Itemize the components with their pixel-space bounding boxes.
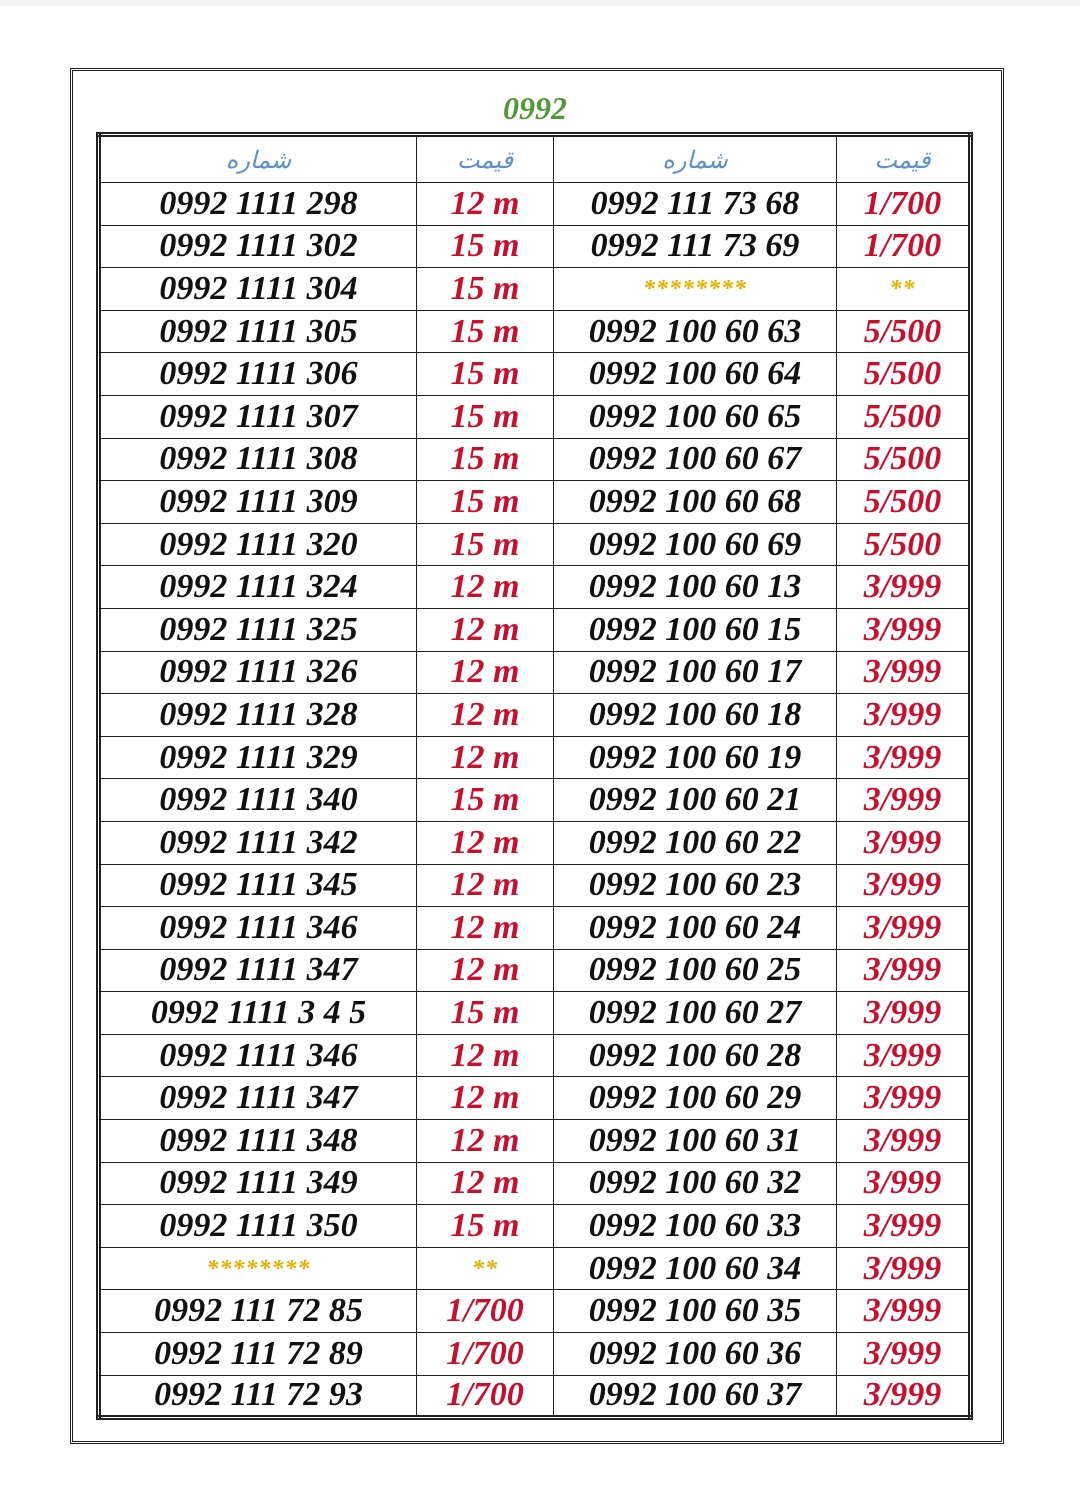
- right-price-cell: 3/999: [837, 694, 971, 737]
- left-price-cell: 15 m: [417, 225, 554, 268]
- left-price-cell: 15 m: [417, 779, 554, 822]
- table-row: [99, 268, 971, 311]
- left-number-cell: 0992 1111 348: [99, 1120, 417, 1163]
- left-price-cell: **: [417, 1247, 554, 1290]
- left-number-cell: 0992 1111 340: [99, 779, 417, 822]
- right-number-cell: 0992 100 60 37: [554, 1375, 837, 1418]
- left-price-cell: 12 m: [417, 566, 554, 609]
- right-number-cell: 0992 100 60 35: [554, 1290, 837, 1333]
- left-price-cell: 12 m: [417, 608, 554, 651]
- left-number-cell: 0992 1111 347: [99, 949, 417, 992]
- right-number-cell: 0992 100 60 63: [554, 310, 837, 353]
- right-number-cell: 0992 111 73 69: [554, 225, 837, 268]
- table-row: [99, 1162, 971, 1205]
- right-number-cell: 0992 111 73 68: [554, 183, 837, 226]
- left-price-cell: 15 m: [417, 268, 554, 311]
- right-price-cell: 3/999: [837, 992, 971, 1035]
- left-number-cell: 0992 1111 305: [99, 310, 417, 353]
- right-number-cell: 0992 100 60 65: [554, 395, 837, 438]
- table-row: [99, 608, 971, 651]
- right-price-cell: 3/999: [837, 1120, 971, 1163]
- left-price-cell: 12 m: [417, 1034, 554, 1077]
- right-number-cell: 0992 100 60 67: [554, 438, 837, 481]
- table-header-row: [99, 135, 971, 183]
- left-price-cell: 15 m: [417, 438, 554, 481]
- right-number-cell: 0992 100 60 32: [554, 1162, 837, 1205]
- right-price-cell: 3/999: [837, 1077, 971, 1120]
- right-price-cell: 3/999: [837, 1034, 971, 1077]
- table-row: [99, 183, 971, 226]
- table-row: [99, 694, 971, 737]
- left-number-cell: 0992 1111 304: [99, 268, 417, 311]
- left-number-cell: ********: [99, 1247, 417, 1290]
- left-number-cell: 0992 1111 325: [99, 608, 417, 651]
- table-row: [99, 907, 971, 950]
- left-price-cell: 12 m: [417, 907, 554, 950]
- left-price-cell: 15 m: [417, 353, 554, 396]
- left-number-cell: 0992 1111 306: [99, 353, 417, 396]
- left-number-cell: 0992 111 72 89: [99, 1333, 417, 1376]
- right-price-cell: 3/999: [837, 949, 971, 992]
- table-row: [99, 310, 971, 353]
- left-price-cell: 15 m: [417, 310, 554, 353]
- price-table: [96, 132, 973, 1420]
- left-number-cell: 0992 1111 309: [99, 481, 417, 524]
- left-price-cell: 1/700: [417, 1333, 554, 1376]
- right-number-cell: 0992 100 60 13: [554, 566, 837, 609]
- table-body: [99, 183, 971, 1418]
- right-price-cell: 3/999: [837, 1333, 971, 1376]
- left-price-cell: 12 m: [417, 1077, 554, 1120]
- right-price-cell: 3/999: [837, 1205, 971, 1248]
- right-price-cell: 3/999: [837, 651, 971, 694]
- left-number-cell: 0992 1111 308: [99, 438, 417, 481]
- right-number-cell: 0992 100 60 22: [554, 821, 837, 864]
- right-number-cell: 0992 100 60 15: [554, 608, 837, 651]
- left-number-cell: 0992 1111 350: [99, 1205, 417, 1248]
- table-row: [99, 1205, 971, 1248]
- right-number-cell: 0992 100 60 21: [554, 779, 837, 822]
- header-left-number: شماره: [99, 135, 417, 183]
- left-number-cell: 0992 1111 320: [99, 523, 417, 566]
- right-price-cell: 3/999: [837, 736, 971, 779]
- right-number-cell: 0992 100 60 28: [554, 1034, 837, 1077]
- left-number-cell: 0992 1111 347: [99, 1077, 417, 1120]
- right-number-cell: 0992 100 60 68: [554, 481, 837, 524]
- right-price-cell: 3/999: [837, 608, 971, 651]
- right-number-cell: 0992 100 60 27: [554, 992, 837, 1035]
- table-row: [99, 864, 971, 907]
- right-price-cell: 3/999: [837, 907, 971, 950]
- sheet-title: 0992: [503, 90, 567, 126]
- left-price-cell: 12 m: [417, 694, 554, 737]
- left-number-cell: 0992 1111 342: [99, 821, 417, 864]
- header-right-price: قیمت: [837, 135, 971, 183]
- table-row: [99, 1247, 971, 1290]
- right-number-cell: 0992 100 60 64: [554, 353, 837, 396]
- left-number-cell: 0992 1111 302: [99, 225, 417, 268]
- right-number-cell: 0992 100 60 34: [554, 1247, 837, 1290]
- right-number-cell: 0992 100 60 17: [554, 651, 837, 694]
- table-row: [99, 481, 971, 524]
- table-row: [99, 1077, 971, 1120]
- right-number-cell: 0992 100 60 19: [554, 736, 837, 779]
- left-price-cell: 15 m: [417, 523, 554, 566]
- table-row: [99, 1290, 971, 1333]
- left-number-cell: 0992 111 72 93: [99, 1375, 417, 1418]
- table-row: [99, 1375, 971, 1418]
- left-number-cell: 0992 1111 3 4 5: [99, 992, 417, 1035]
- right-number-cell: 0992 100 60 23: [554, 864, 837, 907]
- left-price-cell: 12 m: [417, 821, 554, 864]
- right-price-cell: 3/999: [837, 1247, 971, 1290]
- right-number-cell: 0992 100 60 31: [554, 1120, 837, 1163]
- left-number-cell: 0992 1111 328: [99, 694, 417, 737]
- right-price-cell: 5/500: [837, 310, 971, 353]
- left-number-cell: 0992 1111 346: [99, 1034, 417, 1077]
- left-price-cell: 12 m: [417, 864, 554, 907]
- right-price-cell: 3/999: [837, 566, 971, 609]
- right-number-cell: 0992 100 60 33: [554, 1205, 837, 1248]
- table-row: [99, 395, 971, 438]
- left-price-cell: 12 m: [417, 651, 554, 694]
- left-price-cell: 12 m: [417, 1120, 554, 1163]
- left-number-cell: 0992 1111 307: [99, 395, 417, 438]
- table-row: [99, 821, 971, 864]
- table-row: [99, 225, 971, 268]
- right-price-cell: 3/999: [837, 821, 971, 864]
- right-price-cell: 3/999: [837, 864, 971, 907]
- right-number-cell: 0992 100 60 18: [554, 694, 837, 737]
- table-row: [99, 438, 971, 481]
- right-number-cell: 0992 100 60 25: [554, 949, 837, 992]
- table-row: [99, 949, 971, 992]
- left-number-cell: 0992 1111 346: [99, 907, 417, 950]
- right-price-cell: 5/500: [837, 523, 971, 566]
- right-price-cell: 5/500: [837, 481, 971, 524]
- table-row: [99, 992, 971, 1035]
- table-row: [99, 1120, 971, 1163]
- left-number-cell: 0992 1111 349: [99, 1162, 417, 1205]
- left-price-cell: 15 m: [417, 395, 554, 438]
- right-price-cell: 5/500: [837, 395, 971, 438]
- left-price-cell: 1/700: [417, 1375, 554, 1418]
- table-row: [99, 1034, 971, 1077]
- left-number-cell: 0992 1111 298: [99, 183, 417, 226]
- left-number-cell: 0992 1111 329: [99, 736, 417, 779]
- right-price-cell: 3/999: [837, 1375, 971, 1418]
- table-row: [99, 736, 971, 779]
- left-number-cell: 0992 1111 326: [99, 651, 417, 694]
- right-number-cell: 0992 100 60 29: [554, 1077, 837, 1120]
- table-row: [99, 523, 971, 566]
- right-price-cell: 3/999: [837, 1290, 971, 1333]
- left-price-cell: 12 m: [417, 736, 554, 779]
- right-price-cell: 1/700: [837, 225, 971, 268]
- left-number-cell: 0992 1111 324: [99, 566, 417, 609]
- right-price-cell: 3/999: [837, 1162, 971, 1205]
- table-row: [99, 1333, 971, 1376]
- right-price-cell: **: [837, 268, 971, 311]
- left-price-cell: 1/700: [417, 1290, 554, 1333]
- left-price-cell: 15 m: [417, 992, 554, 1035]
- header-left-price: قیمت: [417, 135, 554, 183]
- right-price-cell: 5/500: [837, 353, 971, 396]
- left-number-cell: 0992 111 72 85: [99, 1290, 417, 1333]
- right-number-cell: 0992 100 60 36: [554, 1333, 837, 1376]
- left-price-cell: 12 m: [417, 183, 554, 226]
- table-row: [99, 353, 971, 396]
- left-number-cell: 0992 1111 345: [99, 864, 417, 907]
- table-row: [99, 566, 971, 609]
- left-price-cell: 15 m: [417, 1205, 554, 1248]
- right-price-cell: 3/999: [837, 779, 971, 822]
- header-right-number: شماره: [554, 135, 837, 183]
- table-row: [99, 651, 971, 694]
- right-number-cell: 0992 100 60 24: [554, 907, 837, 950]
- left-price-cell: 15 m: [417, 481, 554, 524]
- right-number-cell: 0992 100 60 69: [554, 523, 837, 566]
- right-price-cell: 1/700: [837, 183, 971, 226]
- right-number-cell: ********: [554, 268, 837, 311]
- right-price-cell: 5/500: [837, 438, 971, 481]
- left-price-cell: 12 m: [417, 1162, 554, 1205]
- left-price-cell: 12 m: [417, 949, 554, 992]
- table-row: [99, 779, 971, 822]
